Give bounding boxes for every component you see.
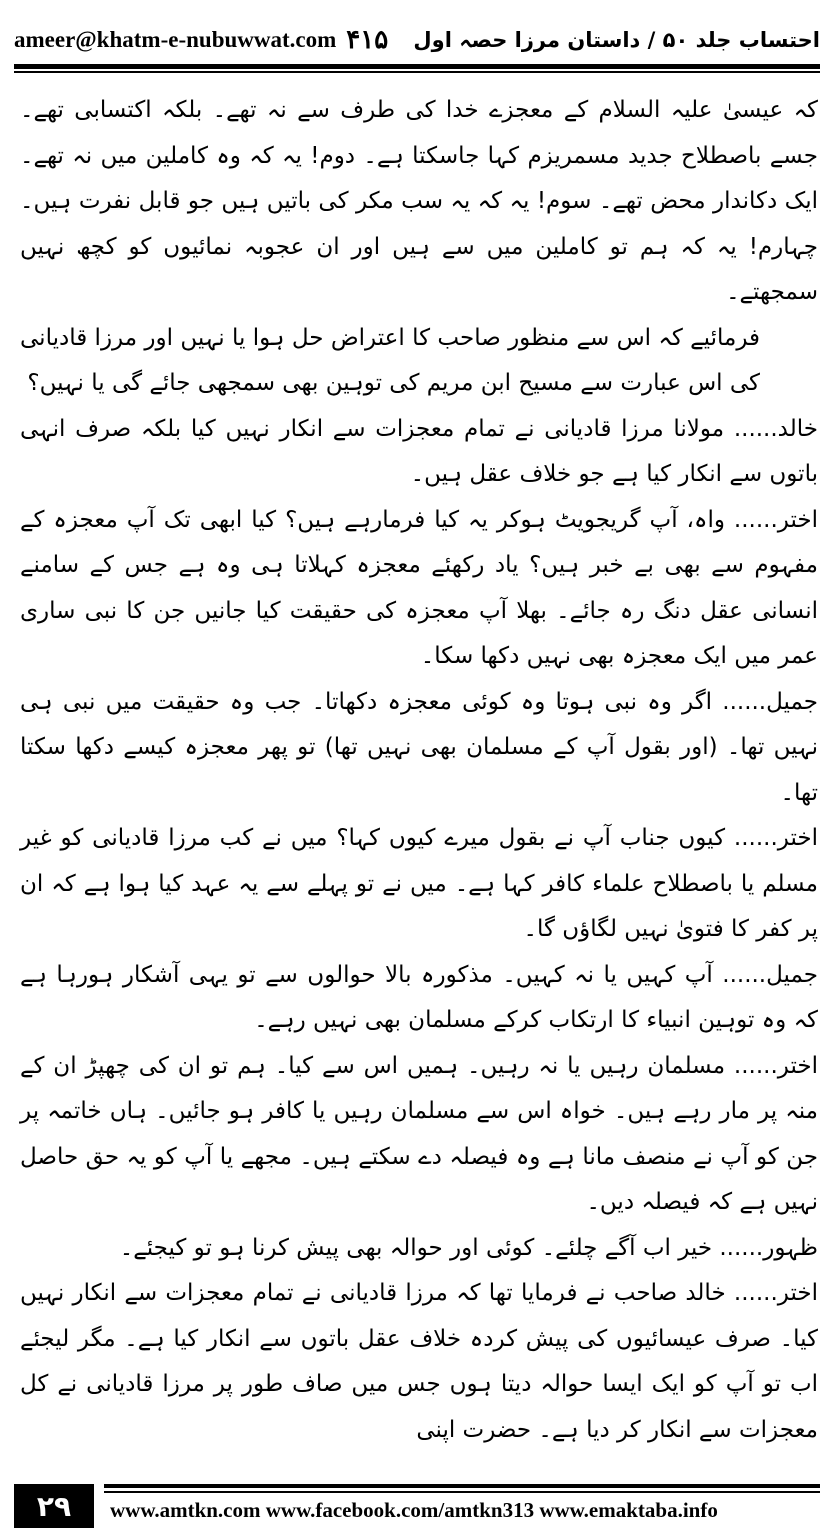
- paragraph: ظہور...... خیر اب آگے چلئے۔ کوئی اور حوالہ بھی پیش کرنا ہو تو کیجئے۔: [119, 1234, 818, 1261]
- header-left: [14, 25, 388, 55]
- header-book-title: احتساب جلد ۵۰ / داستان مرزا حصہ اول: [413, 28, 820, 52]
- header-rule-thin: [14, 71, 820, 73]
- header-rule: [14, 64, 820, 69]
- paragraph: جمیل...... آپ کہیں یا نہ کہیں۔ مذکورہ بالا حوالوں سے تو یہی آشکار ہورہا ہے کہ وہ توہین انبیاء کا ارتکاب کرکے مسلمان بھی نہیں رہے۔: [20, 961, 818, 1033]
- page-footer: [14, 1484, 820, 1528]
- paragraph: اختر...... خالد صاحب نے فرمایا تھا کہ مرزا قادیانی نے تمام معجزات سے انکار نہیں کیا۔ صرف عیسائیوں کی پیش کردہ خلاف عقل باتوں سے انکار کیا ہے۔ مگر لیجئے اب تو آپ کو ایک ایسا حوالہ دیتا ہوں جس میں صاف طور پر مرزا قادیانی نے کل معجزات سے انکار کر دیا ہے۔ حضرت اپنی: [20, 1280, 818, 1443]
- paragraph: خالد...... مولانا مرزا قادیانی نے تمام معجزات سے انکار نہیں کیا بلکہ صرف انہی باتوں سے انکار کیا ہے جو خلاف عقل ہیں۔: [20, 415, 818, 487]
- footer-rule: [104, 1484, 820, 1488]
- header-email[interactable]: ameer@khatm-e-nubuwwat.com: [14, 27, 337, 52]
- footer-page-number: ۲۹: [14, 1484, 94, 1528]
- footer-links[interactable]: www.amtkn.com www.facebook.com/amtkn313 www.emaktaba.info: [110, 1498, 718, 1522]
- body-text: [20, 88, 818, 1453]
- paragraph: فرمائیے کہ اس سے منظور صاحب کا اعتراض حل ہوا یا نہیں اور مرزا قادیانی کی اس عبارت سے مسیح ابن مریم کی توہین بھی سمجھی جائے گی یا نہیں؟: [20, 324, 760, 396]
- paragraph: اختر...... کیوں جناب آپ نے بقول میرے کیوں کہا؟ میں نے کب مرزا قادیانی کو غیر مسلم یا باصطلاح علماء کافر کہا ہے۔ میں نے تو پہلے سے یہ عہد کیا ہوا ہے کہ ان پر کفر کا فتویٰ نہیں لگاؤں گا۔: [20, 825, 818, 942]
- page-header: [14, 20, 820, 60]
- paragraph: اختر...... واہ، آپ گریجویٹ ہوکر یہ کیا فرمارہے ہیں؟ کیا ابھی تک آپ معجزہ کے مفہوم سے بھی بے خبر ہیں؟ یاد رکھئے معجزہ کہلاتا ہی وہ ہے جس کے سامنے انسانی عقل دنگ رہ جائے۔ بھلا آپ معجزہ کی حقیقت کیا جانیں جن کا نبی ساری عمر میں ایک معجزہ بھی نہیں دکھا سکا۔: [20, 506, 818, 669]
- paragraph: کہ عیسیٰ علیہ السلام کے معجزے خدا کی طرف سے نہ تھے۔ بلکہ اکتسابی تھے۔ جسے باصطلاح جدید مسمریزم کہا جاسکتا ہے۔ دوم! یہ کہ وہ کاملین میں نہ تھے۔ ایک دکاندار محض تھے۔ سوم! یہ کہ یہ سب مکر کی باتیں ہیں جو قابل نفرت ہیں۔ چہارم! یہ کہ ہم تو کاملین میں سے ہیں اور ان عجوبہ نمائیوں کو کچھ نہیں سمجھتے۔: [20, 97, 818, 305]
- header-page-number: ۴۱۵: [346, 25, 389, 55]
- paragraph: جمیل...... اگر وہ نبی ہوتا وہ کوئی معجزہ دکھاتا۔ جب وہ حقیقت میں نبی ہی نہیں تھا۔ (اور بقول آپ کے مسلمان بھی نہیں تھا) تو پھر معجزہ کیسے دکھا سکتا تھا۔: [20, 688, 818, 806]
- paragraph: اختر...... مسلمان رہیں یا نہ رہیں۔ ہمیں اس سے کیا۔ ہم تو ان کی چھپڑ ان کے منہ پر مار رہے ہیں۔ خواہ اس سے مسلمان رہیں یا کافر ہو جائیں۔ ہاں خاتمہ پر جن کو آپ نے منصف مانا ہے وہ فیصلہ دے سکتے ہیں۔ مجھے یا آپ کو یہ حق حاصل نہیں ہے کہ فیصلہ دیں۔: [20, 1052, 818, 1215]
- footer-rule-thin: [104, 1491, 820, 1493]
